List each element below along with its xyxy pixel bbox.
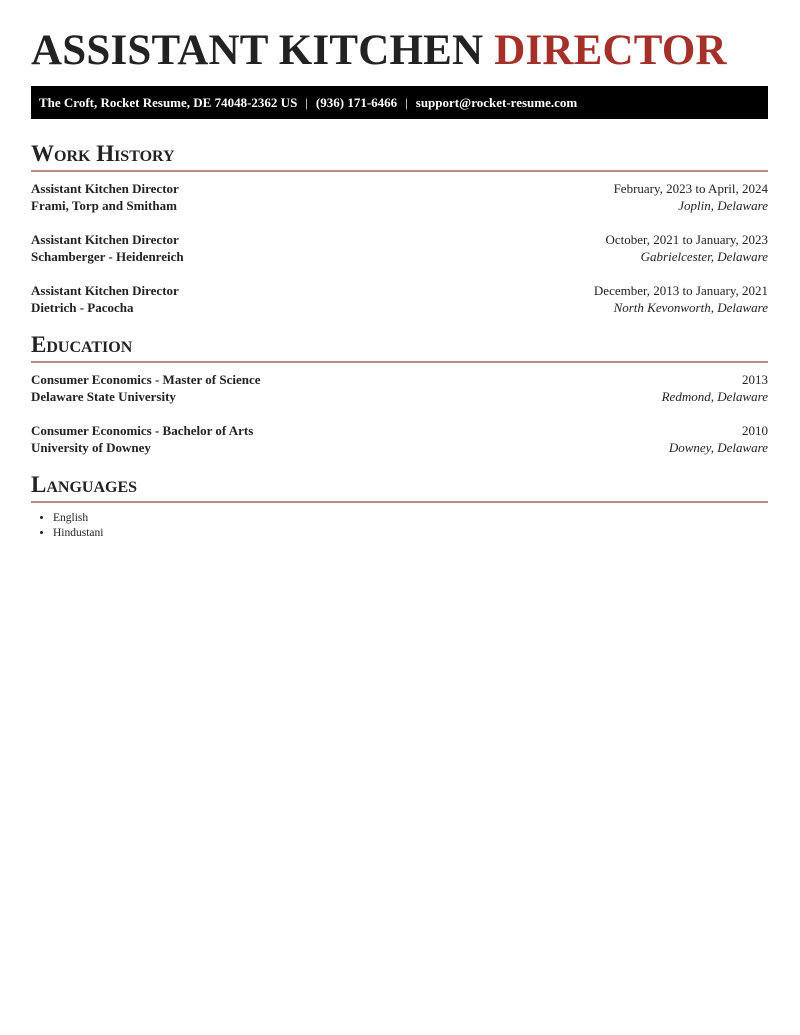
school-location: Downey, Delaware <box>668 440 768 455</box>
job-location: Joplin, Delaware <box>678 198 768 213</box>
contact-email: support@rocket-resume.com <box>415 95 578 110</box>
degree: Consumer Economics - Bachelor of Arts <box>31 423 254 438</box>
section-divider <box>31 501 768 503</box>
school: Delaware State University <box>31 389 176 404</box>
contact-bar <box>31 86 768 119</box>
languages-list <box>31 511 768 541</box>
education-section <box>31 331 768 456</box>
work-entry <box>31 231 768 265</box>
job-dates: February, 2023 to April, 2024 <box>613 181 768 196</box>
work-entry <box>31 282 768 316</box>
contact-phone: (936) 171-6466 <box>315 95 398 110</box>
job-location: Gabrielcester, Delaware <box>640 249 768 264</box>
section-title-work-history: Work History <box>31 141 175 166</box>
language-item: • Hindustani <box>53 526 768 541</box>
school: University of Downey <box>31 440 151 455</box>
job-dates: December, 2013 to January, 2021 <box>593 283 768 298</box>
school-location: Redmond, Delaware <box>661 389 768 404</box>
language-item: • English <box>53 511 768 526</box>
languages-section <box>31 471 768 541</box>
contact-separator: | <box>305 95 308 110</box>
work-history-section <box>31 140 768 316</box>
section-divider <box>31 361 768 363</box>
job-company: Dietrich - Pacocha <box>31 300 134 315</box>
job-role: Assistant Kitchen Director <box>31 181 179 196</box>
contact-separator: | <box>405 95 408 110</box>
section-divider <box>31 170 768 172</box>
job-role: Assistant Kitchen Director <box>31 232 179 247</box>
section-title-languages: Languages <box>31 472 138 497</box>
job-company: Frami, Torp and Smitham <box>31 198 177 213</box>
education-entry <box>31 371 768 405</box>
job-company: Schamberger - Heidenreich <box>31 249 184 264</box>
degree: Consumer Economics - Master of Science <box>31 372 261 387</box>
title-main: ASSISTANT KITCHEN <box>31 27 495 74</box>
education-entry <box>31 422 768 456</box>
job-location: North Kevonworth, Delaware <box>613 300 768 315</box>
job-role: Assistant Kitchen Director <box>31 283 179 298</box>
graduation-year: 2013 <box>742 372 768 387</box>
contact-address: The Croft, Rocket Resume, DE 74048-2362 US <box>39 95 298 110</box>
resume-title <box>31 26 727 76</box>
section-title-education: Education <box>31 332 133 357</box>
graduation-year: 2010 <box>742 423 768 438</box>
work-entry <box>31 180 768 214</box>
job-dates: October, 2021 to January, 2023 <box>605 232 768 247</box>
title-accent: DIRECTOR <box>494 27 727 74</box>
